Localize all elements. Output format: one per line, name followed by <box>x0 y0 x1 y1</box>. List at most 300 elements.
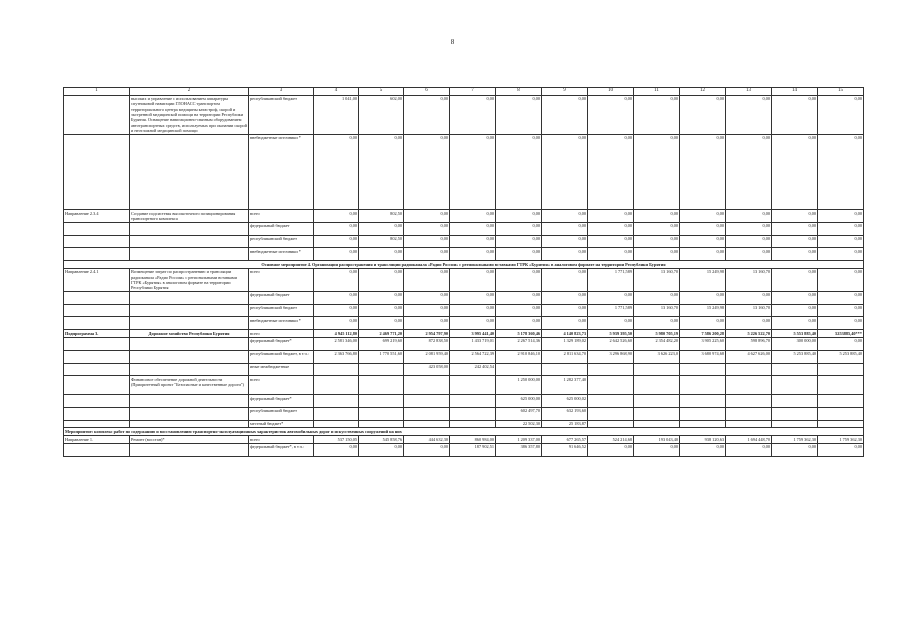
amount-cell: 1 759 362,30 <box>772 436 818 444</box>
table-row <box>64 376 864 395</box>
amount-cell: 0,00 <box>542 235 588 248</box>
amount-cell: 0,00 <box>680 222 726 235</box>
amount-cell: 242 402,54 <box>450 363 496 376</box>
program-name-cell <box>130 350 249 363</box>
amount-cell <box>359 376 404 395</box>
amount-cell: 0,00 <box>588 248 634 261</box>
amount-cell: 0,00 <box>772 248 818 261</box>
amount-cell: 0,00 <box>404 304 450 317</box>
column-number-cell: 1 <box>64 88 130 96</box>
amount-cell: 0,00 <box>588 235 634 248</box>
amount-cell: 15 249,98 <box>680 268 726 291</box>
amount-cell <box>772 407 818 420</box>
program-name-cell <box>130 134 249 210</box>
budget-table <box>63 87 864 457</box>
amount-cell: 0,00 <box>404 210 450 222</box>
amount-cell: 15 249,98 <box>680 304 726 317</box>
amount-cell <box>634 395 680 408</box>
amount-cell <box>818 420 864 428</box>
program-code-cell <box>64 376 130 395</box>
amount-cell: 0,00 <box>496 210 542 222</box>
amount-cell: 0,00 <box>359 222 404 235</box>
amount-cell <box>404 376 450 395</box>
amount-cell: 0,00 <box>818 268 864 291</box>
amount-cell: 0,00 <box>726 210 772 222</box>
table-row <box>64 363 864 376</box>
program-code-cell <box>64 444 130 457</box>
amount-cell: 0,00 <box>818 338 864 351</box>
amount-cell: 0,00 <box>680 291 726 304</box>
table-row <box>64 436 864 444</box>
amount-cell: 3 905 225,60 <box>680 338 726 351</box>
program-name-cell <box>130 291 249 304</box>
amount-cell: 3 680 974,68 <box>680 350 726 363</box>
column-number-cell: 4 <box>314 88 359 96</box>
amount-cell <box>772 420 818 428</box>
amount-cell: 0,00 <box>314 248 359 261</box>
funding-source-cell: всего <box>249 376 314 395</box>
table-row <box>64 95 864 134</box>
amount-cell: 5 178 360,46 <box>496 330 542 338</box>
amount-cell: 5 226 522,70 <box>726 330 772 338</box>
funding-source-cell: всего <box>249 436 314 444</box>
amount-cell: 0,00 <box>450 210 496 222</box>
amount-cell: 2 267 514,36 <box>496 338 542 351</box>
amount-cell: 0,00 <box>404 134 450 210</box>
column-number-cell: 13 <box>726 88 772 96</box>
funding-source-cell: республиканский бюджет <box>249 235 314 248</box>
program-code-cell <box>64 407 130 420</box>
amount-cell <box>818 407 864 420</box>
amount-cell: 0,00 <box>772 444 818 457</box>
program-name-cell: высоких и управление с использованием аппаратуры спутниковой навигации ГЛОНАСС транспортом территориального центра медицины катастроф, скорой и экстренной медицинской помощи на территории Республики Бурятия. Оснащение навигационно-связным оборудованием автотранспортных средств, используемых при оказании скорой и неотложной медицинской помощи <box>131 96 247 133</box>
section-heading-row <box>64 261 864 269</box>
amount-cell: 0,00 <box>496 134 542 210</box>
program-name-cell <box>130 317 249 330</box>
amount-cell: 0,00 <box>588 210 634 222</box>
amount-cell: 625 000,02 <box>542 395 588 408</box>
amount-cell: 0,00 <box>818 222 864 235</box>
amount-cell: 860 984,00 <box>450 436 496 444</box>
amount-cell: 0,00 <box>450 317 496 330</box>
amount-cell: 0,00 <box>634 444 680 457</box>
amount-cell: 0,00 <box>404 291 450 304</box>
amount-cell: 0,00 <box>588 95 634 134</box>
amount-cell: 0,00 <box>680 210 726 222</box>
amount-cell: 524 214,68 <box>588 436 634 444</box>
amount-cell: 0,00 <box>359 317 404 330</box>
amount-cell <box>818 376 864 395</box>
program-code-cell: Направление 1. <box>64 436 130 444</box>
amount-cell: 0,00 <box>772 268 818 291</box>
amount-cell: 0,00 <box>588 317 634 330</box>
funding-source-cell: местный бюджет* <box>249 420 314 428</box>
table-row <box>64 395 864 408</box>
amount-cell: 625 000,00 <box>496 395 542 408</box>
amount-cell: 0,00 <box>542 317 588 330</box>
amount-cell <box>404 395 450 408</box>
amount-cell: 5 253 885,40 <box>772 350 818 363</box>
table-row <box>64 350 864 363</box>
amount-cell: 3 296 868,90 <box>588 350 634 363</box>
amount-cell: 872 838,50 <box>404 338 450 351</box>
amount-cell: 2 564 722,39 <box>450 350 496 363</box>
program-code-cell <box>64 134 130 210</box>
amount-cell: 0,00 <box>634 210 680 222</box>
amount-cell <box>542 363 588 376</box>
amount-cell: 0,00 <box>772 134 818 210</box>
program-name-cell <box>130 363 249 376</box>
amount-cell: 0,00 <box>496 222 542 235</box>
amount-cell: 1 041,00 <box>314 95 359 134</box>
amount-cell: 0,00 <box>726 248 772 261</box>
amount-cell <box>680 407 726 420</box>
amount-cell: 0,00 <box>359 304 404 317</box>
program-name-cell <box>130 338 249 351</box>
column-number-cell: 11 <box>634 88 680 96</box>
amount-cell <box>680 420 726 428</box>
amount-cell: 677 265,57 <box>542 436 588 444</box>
program-name-cell: Возмещение затрат по распространению и трансляции радиоканала «Радио России» с региональными вставками ГТРК «Бурятия» в аналоговом формате на территории Республики Бурятия <box>130 268 249 291</box>
amount-cell: 0,00 <box>496 304 542 317</box>
amount-cell: 0,00 <box>680 444 726 457</box>
amount-cell <box>680 363 726 376</box>
table-row <box>64 304 864 317</box>
program-code-cell <box>64 95 130 134</box>
amount-cell: 5 980 705,19 <box>634 330 680 338</box>
amount-cell: 598 896,70 <box>726 338 772 351</box>
program-name-cell <box>130 407 249 420</box>
program-name-cell: Ремонт (восстан)* <box>130 436 249 444</box>
program-name-cell: Финансовое обеспечение дорожной деятельности (Приоритетный проект "Безопасные и качественные дороги") <box>130 376 249 395</box>
amount-cell <box>634 376 680 395</box>
amount-cell <box>450 395 496 408</box>
amount-cell: 0,00 <box>404 317 450 330</box>
amount-cell: 0,00 <box>314 304 359 317</box>
amount-cell: 0,00 <box>496 268 542 291</box>
amount-cell: 0,00 <box>726 444 772 457</box>
amount-cell: 4 140 823,73 <box>542 330 588 338</box>
amount-cell: 0,00 <box>359 291 404 304</box>
amount-cell: 0,00 <box>680 317 726 330</box>
amount-cell: 1 282 377,40 <box>542 376 588 395</box>
column-number-cell: 14 <box>772 88 818 96</box>
amount-cell: 0,00 <box>726 134 772 210</box>
amount-cell: 2 354 482,20 <box>634 338 680 351</box>
amount-cell <box>450 407 496 420</box>
amount-cell: 0,00 <box>496 317 542 330</box>
amount-cell: 2 811 634,70 <box>542 350 588 363</box>
program-name-cell <box>130 235 249 248</box>
amount-cell <box>359 420 404 428</box>
program-code-cell <box>64 395 130 408</box>
amount-cell <box>496 363 542 376</box>
amount-cell: 4 945 112,80 <box>314 330 359 338</box>
program-name-cell <box>130 420 249 428</box>
amount-cell <box>314 395 359 408</box>
amount-cell: 1 433 719,01 <box>450 338 496 351</box>
amount-cell: 7 586 200,28 <box>680 330 726 338</box>
amount-cell: 0,00 <box>496 95 542 134</box>
funding-source-cell: иные межбюджетные <box>249 363 314 376</box>
amount-cell: 4 627 626,00 <box>726 350 772 363</box>
program-code-cell <box>64 317 130 330</box>
amount-cell: 0,00 <box>542 222 588 235</box>
amount-cell: 0,00 <box>359 268 404 291</box>
table-row <box>64 134 864 210</box>
amount-cell: 3 626 223,0 <box>634 350 680 363</box>
program-name-cell <box>130 444 249 457</box>
amount-cell: 444 632,30 <box>404 436 450 444</box>
amount-cell: 0,00 <box>772 304 818 317</box>
amount-cell: 0,00 <box>496 291 542 304</box>
amount-cell: 0,00 <box>588 222 634 235</box>
section-heading-row <box>64 428 864 436</box>
amount-cell: 300 000,00 <box>772 338 818 351</box>
funding-source-cell: республиканский бюджет <box>249 304 314 317</box>
amount-cell: 938 120,63 <box>680 436 726 444</box>
column-number-cell: 12 <box>680 88 726 96</box>
column-number-cell: 15 <box>818 88 864 96</box>
funding-source-cell: республиканский бюджет, в т.ч.: <box>249 350 314 363</box>
amount-cell: 0,00 <box>542 248 588 261</box>
funding-source-cell: республиканский бюджет <box>249 95 314 134</box>
amount-cell <box>818 395 864 408</box>
section-heading: Основное мероприятие 4. Организация распространения и трансляции радиоканала «Радио России» с региональными вставками ГТРК «Бурятия» в аналоговом формате на территории Республики Бурятия <box>64 261 864 269</box>
column-number-cell: 10 <box>588 88 634 96</box>
amount-cell <box>818 363 864 376</box>
amount-cell <box>588 363 634 376</box>
column-number-cell: 9 <box>542 88 588 96</box>
amount-cell: 0,00 <box>404 444 450 457</box>
amount-cell: 0,00 <box>634 235 680 248</box>
amount-cell: 0,00 <box>450 304 496 317</box>
table-row <box>64 338 864 351</box>
amount-cell: 0,00 <box>314 291 359 304</box>
amount-cell: 5 553 885,40 <box>772 330 818 338</box>
table-row <box>64 317 864 330</box>
amount-cell: 0,00 <box>588 134 634 210</box>
amount-cell: 0,00 <box>772 222 818 235</box>
amount-cell: 632 193,60 <box>542 407 588 420</box>
amount-cell <box>634 363 680 376</box>
amount-cell <box>588 420 634 428</box>
program-name-cell <box>130 248 249 261</box>
amount-cell: 0,00 <box>818 444 864 457</box>
amount-cell <box>404 407 450 420</box>
column-number-cell: 3 <box>249 88 314 96</box>
amount-cell: 0,00 <box>726 222 772 235</box>
amount-cell: 0,00 <box>726 95 772 134</box>
funding-source-cell: внебюджетные источники * <box>249 248 314 261</box>
amount-cell: 193 043,40 <box>634 436 680 444</box>
amount-cell: 0,00 <box>680 134 726 210</box>
amount-cell <box>726 395 772 408</box>
program-code-cell <box>64 338 130 351</box>
amount-cell <box>314 407 359 420</box>
amount-cell: 0,00 <box>772 235 818 248</box>
amount-cell: 802,50 <box>359 235 404 248</box>
amount-cell: 1 209 337,00 <box>496 436 542 444</box>
amount-cell: 0,00 <box>542 134 588 210</box>
amount-cell <box>359 395 404 408</box>
funding-source-cell: республиканский бюджет <box>249 407 314 420</box>
amount-cell: 1 770 551,60 <box>359 350 404 363</box>
amount-cell <box>772 395 818 408</box>
amount-cell: 0,00 <box>314 222 359 235</box>
amount-cell: 0,00 <box>634 134 680 210</box>
amount-cell: 0,00 <box>450 248 496 261</box>
program-name-cell: Создание подсистемы высокоточного позиционирования транспортного комплекса <box>130 210 249 222</box>
column-number-cell: 8 <box>496 88 542 96</box>
amount-cell: 0,00 <box>359 134 404 210</box>
amount-cell: 0,00 <box>818 210 864 222</box>
amount-cell: 0,00 <box>634 291 680 304</box>
amount-cell <box>404 420 450 428</box>
amount-cell: 0,00 <box>818 235 864 248</box>
funding-source-cell: федеральный бюджет <box>249 222 314 235</box>
funding-source-cell: всего <box>249 268 314 291</box>
funding-source-cell: всего <box>249 210 314 222</box>
program-code-cell: Направление 2.3.4 <box>64 210 130 222</box>
amount-cell: 1 771,589 <box>588 304 634 317</box>
amount-cell <box>726 376 772 395</box>
amount-cell: 0,00 <box>496 248 542 261</box>
funding-source-cell: внебюджетные источники * <box>249 134 314 210</box>
amount-cell: 0,00 <box>726 235 772 248</box>
amount-cell <box>634 407 680 420</box>
column-number-cell: 2 <box>130 88 249 96</box>
amount-cell: 0,00 <box>818 317 864 330</box>
program-code-cell <box>64 235 130 248</box>
amount-cell: 0,00 <box>634 248 680 261</box>
amount-cell: 25 183,87 <box>542 420 588 428</box>
amount-cell <box>359 363 404 376</box>
amount-cell: 0,00 <box>542 210 588 222</box>
amount-cell: 1 759 362,30 <box>818 436 864 444</box>
program-name-cell: Дорожное хозяйство Республики Бурятия <box>130 330 249 338</box>
funding-source-cell: федеральный бюджет <box>249 291 314 304</box>
amount-cell: 0,00 <box>588 291 634 304</box>
table-row <box>64 222 864 235</box>
amount-cell <box>726 407 772 420</box>
amount-cell: 545 858,76 <box>359 436 404 444</box>
amount-cell: 13 160,70 <box>634 304 680 317</box>
amount-cell: 13 160,70 <box>726 268 772 291</box>
amount-cell: 0,00 <box>818 304 864 317</box>
amount-cell: 0,00 <box>404 268 450 291</box>
amount-cell: 13 160,70 <box>726 304 772 317</box>
amount-cell: 0,00 <box>359 444 404 457</box>
amount-cell: 0,00 <box>818 248 864 261</box>
table-row <box>64 248 864 261</box>
amount-cell: 0,00 <box>314 134 359 210</box>
table-row <box>64 407 864 420</box>
amount-cell: 386 357,80 <box>496 444 542 457</box>
amount-cell: 0,00 <box>818 134 864 210</box>
amount-cell: 91 646,52 <box>542 444 588 457</box>
amount-cell: 2 581 346,00 <box>314 338 359 351</box>
amount-cell: 0,00 <box>588 444 634 457</box>
amount-cell <box>726 363 772 376</box>
funding-source-cell: федеральный бюджет* <box>249 395 314 408</box>
program-code-cell <box>64 291 130 304</box>
amount-cell: 0,00 <box>404 248 450 261</box>
amount-cell <box>680 376 726 395</box>
amount-cell: 0,00 <box>726 317 772 330</box>
table-row <box>64 420 864 428</box>
table-row <box>64 291 864 304</box>
amount-cell: 22 502,30 <box>496 420 542 428</box>
amount-cell: 2 642 526,60 <box>588 338 634 351</box>
amount-cell <box>726 420 772 428</box>
amount-cell <box>772 376 818 395</box>
amount-cell <box>588 407 634 420</box>
amount-cell: 1 250 000,00 <box>496 376 542 395</box>
amount-cell: 0,00 <box>680 95 726 134</box>
amount-cell: 423 058,00 <box>404 363 450 376</box>
amount-cell: 0,00 <box>542 95 588 134</box>
amount-cell: 13 160,70 <box>634 268 680 291</box>
amount-cell: 0,00 <box>542 304 588 317</box>
amount-cell: 0,00 <box>450 95 496 134</box>
amount-cell: 5253885,40*** <box>818 330 864 338</box>
funding-source-cell: всего <box>249 330 314 338</box>
table-row <box>64 235 864 248</box>
amount-cell: 0,00 <box>314 235 359 248</box>
amount-cell: 0,00 <box>450 134 496 210</box>
amount-cell: 0,00 <box>542 268 588 291</box>
program-name-cell <box>130 222 249 235</box>
table-row <box>64 210 864 222</box>
amount-cell: 0,00 <box>680 248 726 261</box>
amount-cell <box>450 420 496 428</box>
amount-cell: 0,00 <box>359 248 404 261</box>
amount-cell: 0,00 <box>634 95 680 134</box>
amount-cell <box>680 395 726 408</box>
amount-cell: 602,00 <box>359 95 404 134</box>
amount-cell: 0,00 <box>450 291 496 304</box>
amount-cell: 602 497,70 <box>496 407 542 420</box>
column-number-cell: 6 <box>404 88 450 96</box>
amount-cell <box>314 420 359 428</box>
amount-cell: 2 910 846,10 <box>496 350 542 363</box>
program-name-cell <box>130 395 249 408</box>
amount-cell: 0,00 <box>450 268 496 291</box>
amount-cell: 2 081 959,40 <box>404 350 450 363</box>
program-code-cell: Подпрограмма 3. <box>64 330 130 338</box>
table-row <box>64 444 864 457</box>
amount-cell: 2 363 766,80 <box>314 350 359 363</box>
amount-cell: 0,00 <box>314 210 359 222</box>
funding-source-cell: федеральный бюджет*, в т.ч.: <box>249 444 314 457</box>
column-number-cell: 7 <box>450 88 496 96</box>
amount-cell: 699 219,60 <box>359 338 404 351</box>
amount-cell: 0,00 <box>818 95 864 134</box>
amount-cell: 0,00 <box>726 291 772 304</box>
amount-cell: 2 469 771,20 <box>359 330 404 338</box>
amount-cell: 0,00 <box>634 222 680 235</box>
amount-cell: 0,00 <box>404 95 450 134</box>
amount-cell: 0,00 <box>542 291 588 304</box>
amount-cell: 0,00 <box>772 317 818 330</box>
amount-cell <box>450 376 496 395</box>
amount-cell: 0,00 <box>772 210 818 222</box>
column-number-cell: 5 <box>359 88 404 96</box>
amount-cell: 3 995 441,40 <box>450 330 496 338</box>
amount-cell <box>772 363 818 376</box>
funding-source-cell: внебюджетные источники * <box>249 317 314 330</box>
